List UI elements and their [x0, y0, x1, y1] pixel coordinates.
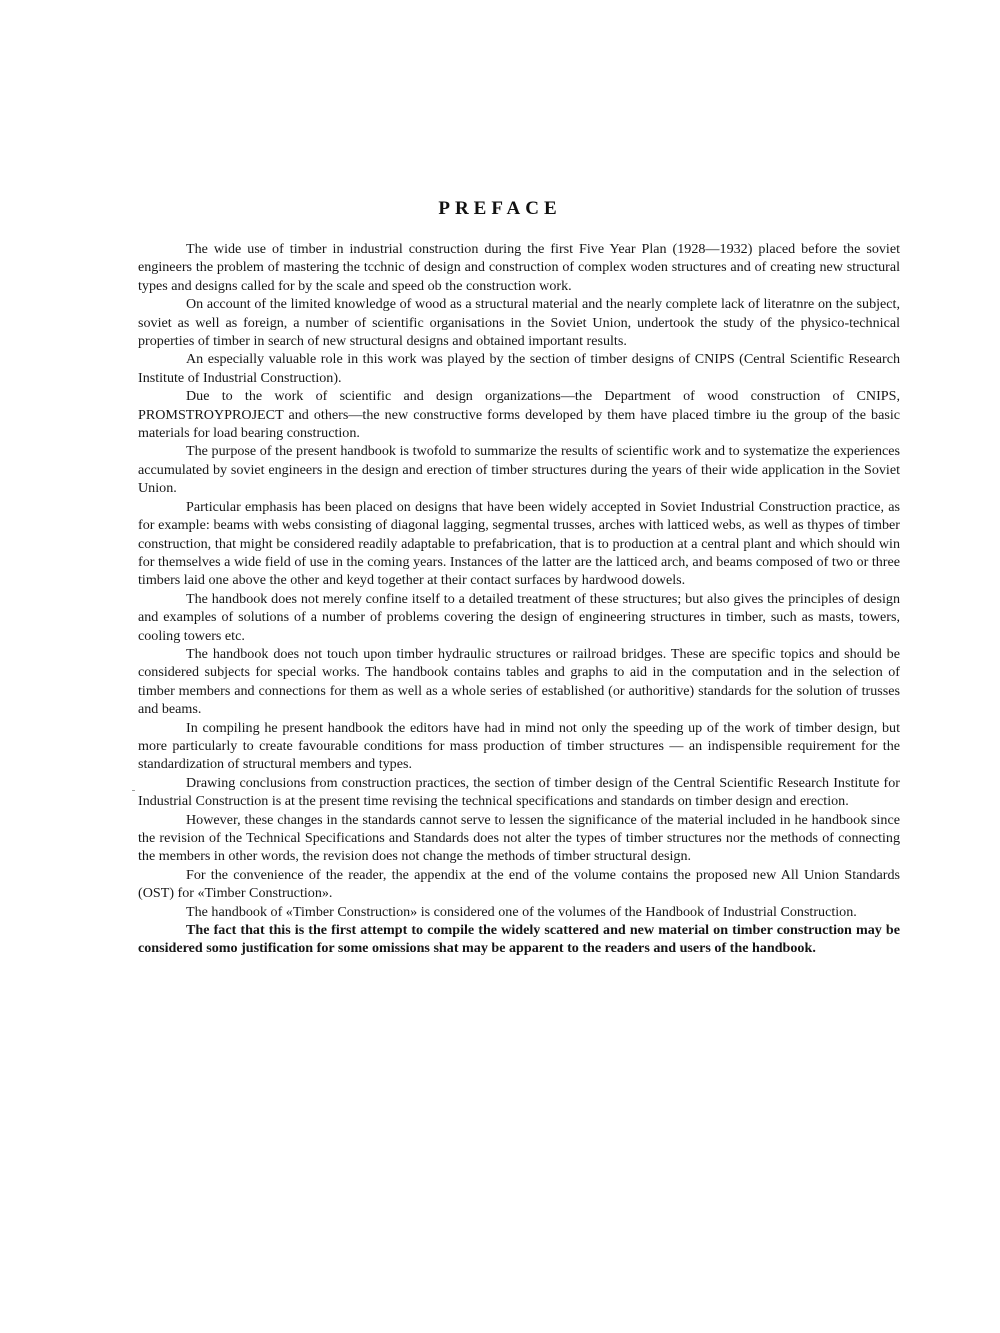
paragraph-13: The handbook of «Timber Construction» is considered one of the volumes of the Handbook of Industrial Construction. — [186, 903, 857, 920]
paragraph-2: On account of the limited knowledge of wood as a structural material and the nearly complete lack of literatnre on the subject, soviet as well as foreign, a number of scientific organisations in the Soviet Union, undertook the study of the physico-technical properties of timber in search of new structural designs and obtained important results. — [138, 296, 900, 350]
paragraph-4: Due to the work of scientific and design organizations—the Department of wood construction of CNIPS, PROMSTROYPROJECT and others—the new constructive forms developed by them have placed timbre iu the group of the basic materials for load bearing construction. — [138, 388, 900, 442]
paragraph-7: The handbook does not merely confine itself to a detailed treatment of these structures; but also gives the principles of design and examples of solutions of a number of problems covering the design of engineering structures in timber, such as masts, towers, cooling towers etc. — [138, 590, 900, 644]
paragraph-5: The purpose of the present handbook is twofold to summarize the results of scientific work and to systematize the experiences accumulated by soviet engineers in the design and erection of timber structures during the years of their wide application in the Soviet Union. — [138, 443, 900, 497]
paragraph-1: The wide use of timber in industrial construction during the first Five Year Plan (1928—1932) placed before the soviet engineers the problem of mastering the tcchnic of design and construction of complex woden structures and of creating new structural types and designs called for by the scale and speed ob the construction work. — [138, 241, 900, 294]
paragraph-9: In compiling he present handbook the editors have had in mind not only the speeding up of the work of timber design, but more particularly to create favourable conditions for mass production of timber structures — an indispensible requirement for the standardization of structural members and types. — [138, 719, 900, 773]
paragraph-8: The handbook does not touch upon timber hydraulic structures or railroad bridges. These are specific topics and should be considered subjects for special works. The handbook contains tables and graphs to aid in the computation and in the selection of timber members and connections for them as well as a whole series of established (or authoritive) standards for the solution of trusses and beams. — [138, 645, 900, 718]
paragraph-6: Particular emphasis has been placed on designs that have been widely accepted in Soviet Industrial Construction practice, as for example: beams with webs consisting of diagonal lagging, segmental trusses, arches with latticed webs, as well as thypes of timber construction, that might be considered readily adaptable to prefabrication, that is to production at a central plant and which should win for themselves a wide field of use in the coming years. Instances of the latter are the latticed arch, and beams composed of two or three timbers laid one above the other and keyd together at their contact surfaces by hardwood dowels. — [138, 498, 900, 589]
paragraph-14: The fact that this is the first attempt to compile the widely scattered and new material on timber construction may be considered somo justification for some omissions shat may be apparent to the readers and users of the handbook. — [138, 922, 900, 957]
paragraph-10: Drawing conclusions from construction practices, the section of timber design of the Central Scientific Research Institute for Industrial Construction is at the present time revising the technical specifications and standards on timber design and erection. — [138, 774, 900, 810]
paragraph-12: For the convenience of the reader, the appendix at the end of the volume contains the proposed new All Union Standards (OST) for «Timber Construction». — [138, 866, 900, 902]
paragraph-11: However, these changes in the standards cannot serve to lessen the significance of the material included in he handbook since the revision of the Technical Specifications and Standards does not alter the types of timber structures nor the methods of connecting the members in other words, the revision does not change the methods of timber structural design. — [138, 811, 900, 865]
preface-body — [138, 240, 900, 958]
paragraph-3: An especially valuable role in this work was played by the section of timber designs of CNIPS (Central Scientific Research Institute of Industrial Construction). — [138, 351, 900, 386]
page-title: PREFACE — [438, 198, 562, 219]
scan-speck — [132, 790, 135, 791]
